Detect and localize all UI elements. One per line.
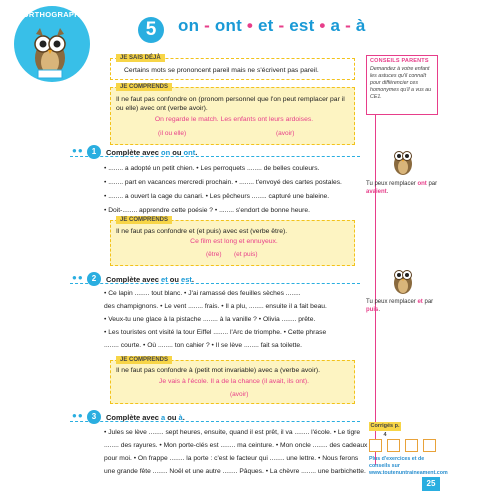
example-sentence-1: On regarde le match. Les enfants ont leurs ardoises.: [154, 116, 314, 123]
more-exercises-link[interactable]: Plus d'exercices et de conseils sur www.toutenuntraineament.com: [369, 456, 448, 476]
exercise-line[interactable]: • Doit-........ apprendre cette poésie ? • ........ s'endort de bonne heure.: [104, 207, 310, 214]
exercise-line[interactable]: • Ce lapin ........ tout blanc. • J'ai ramassé des feuilles sèches ........: [104, 290, 301, 297]
rule-text-3: Il ne faut pas confondre à (petit mot invariable) avec a (verbe avoir).: [116, 367, 321, 374]
example-note-right: (et puis): [234, 251, 258, 258]
exercise-line[interactable]: pour moi. • On frappe ........ la porte : c'est le facteur qui ........ une lettre. • Nous ferons: [104, 455, 359, 462]
exercise-line[interactable]: • ........ part en vacances mercredi prochain. • ........ t'envoyé des cartes postales.: [104, 179, 342, 186]
exercise-line[interactable]: • Les touristes ont visité la tour Eiffel ........ l'Arc de triomphe. • Cette phrase: [104, 329, 327, 336]
exercise-line[interactable]: • ........ a adopté un petit chien. • Les perroquets ........ de belles couleurs.: [104, 165, 320, 172]
example-note-left: (être): [206, 251, 222, 258]
exercise-dots: ●●: [72, 273, 84, 282]
understand-tag: JE COMPRENDS: [116, 83, 172, 91]
exercise-title: Complète avec on ou ont.: [106, 148, 198, 157]
badge-label: ORTHOGRAPHE: [22, 10, 86, 19]
score-box[interactable]: [369, 439, 382, 452]
owl-hint-icon: [390, 143, 416, 177]
owl-mascot-icon: [28, 22, 72, 80]
example-sentence-3: Je vais à l'école. Il a de la chance (il avait, ils ont).: [158, 378, 310, 385]
score-box[interactable]: [423, 439, 436, 452]
unit-number: 5: [138, 17, 164, 43]
exercise-line[interactable]: une grande fête ........ Noël et une autre ........ Pâques. • La chèvre ........ une barbichette.: [104, 468, 366, 475]
understand-tag: JE COMPRENDS: [116, 216, 172, 224]
already-know-tag: JE SAIS DÉJÀ: [116, 54, 165, 62]
exercise-line[interactable]: • Veux-tu une glace à la pistache ........ à la vanille ? • Olivia ........ prête.: [104, 316, 316, 323]
parents-advice-text: Demandez à votre enfant les astuces qu'il connaît pour différencier ces homonymes qu'il a vus au CE1.: [370, 66, 432, 100]
exercise-title: Complète avec a ou à.: [106, 413, 185, 422]
exercise-line[interactable]: ........ des rayures. • Mon porte-clés est ........ ma ceinture. • Mon oncle ........ des cadeaux: [104, 442, 368, 449]
exercise-line[interactable]: des champignons. • Le vent ........ frais. • Il a plu, ........ ensuite il a fait beau.: [104, 303, 327, 310]
hint-note-2: Tu peux remplacer et par puis.: [366, 299, 434, 313]
exercise-number: 2: [87, 272, 101, 286]
parents-advice-title: CONSEILS PARENTS: [370, 58, 429, 64]
example-note-right: (avoir): [276, 130, 295, 137]
example-sentence-2: Ce film est long et ennuyeux.: [190, 238, 278, 245]
exercise-dots: ●●: [72, 411, 84, 420]
exercise-title: Complète avec et ou est.: [106, 275, 194, 284]
example-note-right: (avoir): [230, 391, 249, 398]
owl-hint-icon: [390, 262, 416, 296]
exercise-number: 1: [87, 145, 101, 159]
exercise-line[interactable]: • Jules se lève ........ sept heures, ensuite, quand il est prêt, il va ........ l'école. • Le tigre: [104, 429, 361, 436]
understand-tag: JE COMPRENDS: [116, 356, 172, 364]
example-note-left: (il ou elle): [158, 130, 187, 137]
answers-reference: Corrigés p. 4: [370, 423, 400, 438]
exercise-line[interactable]: ........ courte. • Où ........ ton cahier ? • Il se lève ........ fait sa toilette.: [104, 342, 302, 349]
hint-note-1: Tu peux remplacer ont par avaient.: [366, 181, 438, 195]
score-box[interactable]: [387, 439, 400, 452]
unit-title: on - ont • et - est • a - à: [178, 16, 366, 35]
exercise-dots: ●●: [72, 146, 84, 155]
sidebar-divider: [375, 55, 376, 465]
exercise-number: 3: [87, 410, 101, 424]
score-box[interactable]: [405, 439, 418, 452]
rule-text-1: Il ne faut pas confondre on (pronom personnel que l'on peut remplacer par il ou elle) avec ont (verbe avoir).: [116, 96, 345, 112]
exercise-line[interactable]: • ........ a ouvert la cage du canari. • Les pêcheurs ........ capturé une baleine.: [104, 193, 330, 200]
page-number: 25: [422, 477, 440, 491]
already-know-text: Certains mots se prononcent pareil mais ne s'écrivent pas pareil.: [124, 67, 319, 74]
rule-text-2: Il ne faut pas confondre et (et puis) avec est (verbe être).: [116, 228, 288, 235]
